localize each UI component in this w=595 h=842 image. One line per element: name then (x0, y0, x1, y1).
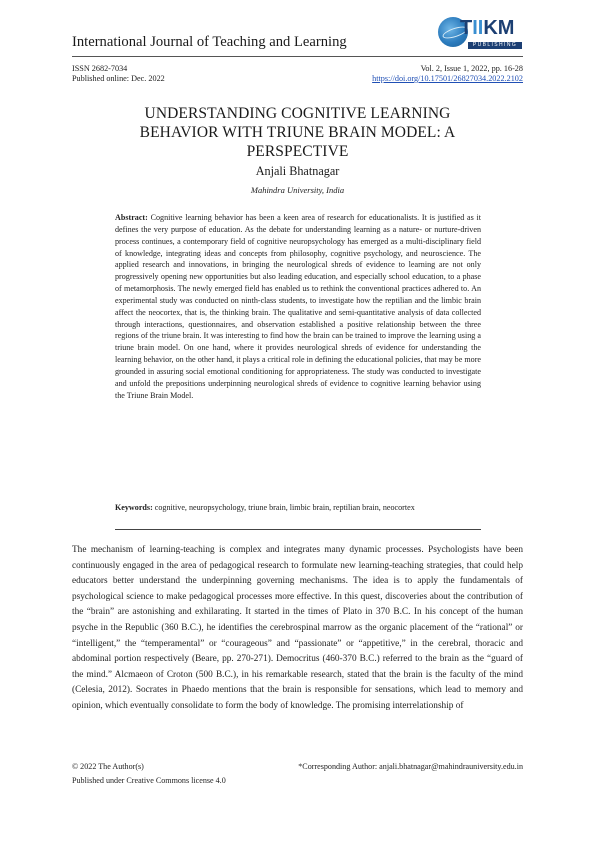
author-name: Anjali Bhatnagar (255, 164, 340, 178)
keywords-label: Keywords: (115, 503, 153, 512)
author-affiliation: Mahindra University, India (250, 185, 345, 195)
published-date: Published online: Dec. 2022 (72, 74, 165, 83)
doi-link[interactable]: https://doi.org/10.17501/26827034.2022.2102 (372, 74, 523, 83)
journal-name: International Journal of Teaching and Learning (72, 34, 347, 50)
body-paragraph: The mechanism of learning-teaching is complex and integrates many dynamic processes. Psychologists have been continuously engaged in the area of pedagogical research to formulate new learning-teaching strategies, that could help educators better understand the underpinning governing mechanisms. The idea is to apply the fundamentals of psychological science to make pedagogical processes more effective. In this quest, discoveries about the contribution of the “brain” are astonishing and exhilarating. It started in the times of Plato in 370 B.C. In his concept of the human psyche in the Republic (360 B.C.), he identifies the cerebrospinal marrow as the organic placement of the “rational” or “intelligent,” the “temperamental” or “courageous” and “passionate” or “appetitive,” in the cerebral, thoracic and abdominal portion respectively (Beare, pp. 270-271). Democritus (460-370 B.C.) referred to the brain as the “guard of the mind.” Alcmaeon of Croton (500 B.C.), in his remarkable research, stated that the brain is the faculty of the mind (Celesia, 2012). Socrates in Phaedo mentions that the brain is responsible for sensations, which lead to memory and opinion, which eventually consolidate to form the body of knowledge. The promising interrelationship of (72, 545, 523, 711)
abstract-text: Cognitive learning behavior has been a keen area of research for educationalists. It is justified as it defines the very purpose of education. As the debate for understanding learning as a nature- or nurture-driven process continues, a contemporary field of cognitive neuropsychology has emerged as a multi-disciplinary field of knowledge, integrating ideas and concepts from philosophy, cognitive psychology, and neuroscience. The applied research and innovations, in bringing the neurological shreds of evidence to learning are not only progressively opening new opportunities but also leading education, and especially school education, to a phase of metamorphosis. The newly emerged field has enabled us to rethink the conventional practices adhered to. An experimental study was conducted on ninth-class students, to investigate how the reptilian and the limbic brain affect the neocortex, that is, the thinking brain. The qualitative and semi-quantitative analysis of data collected through interactions, questionnaires, and observation established a positive relationship between the three regions of the triune brain. It was interesting to find how the brain can be trained to improve the learning using a triune brain model. On one hand, where it provides neurological shreds of evidence for understanding the learning behavior, on the other hand, it plays a critical role in defining the educational policies, that may be more grounded in assuring social emotional conditioning for appropriateness. The study was conducted to investigate and unfold the prepositions underpinning neurological shreds of evidence to cognitive learning behavior using the Triune Brain Model. (115, 213, 481, 400)
license-notice: Published under Creative Commons license 4.0 (72, 776, 226, 785)
footer-left (72, 760, 226, 788)
title-line: PERSPECTIVE (246, 143, 349, 160)
title-line: BEHAVIOR WITH TRIUNE BRAIN MODEL: A (139, 124, 456, 141)
copyright-notice: © 2022 The Author(s) (72, 762, 144, 771)
header-divider (72, 56, 523, 57)
issn: ISSN 2682-7034 (72, 64, 128, 73)
volume-info: Vol. 2, Issue 1, 2022, pp. 16-28 (420, 64, 523, 73)
article-title (100, 104, 495, 161)
corresponding-author: *Corresponding Author: anjali.bhatnagar@mahindrauniversity.edu.in (298, 762, 523, 771)
logo-subtext: PUBLISHING (468, 42, 522, 49)
publisher-logo (438, 16, 524, 50)
abstract (115, 212, 481, 402)
publication-meta-right (372, 64, 523, 84)
keywords (115, 502, 481, 514)
title-line: UNDERSTANDING COGNITIVE LEARNING (144, 105, 451, 122)
keywords-divider (115, 529, 481, 530)
logo-wordmark: TIIKM (460, 17, 515, 39)
abstract-label: Abstract: (115, 213, 148, 222)
footer-right (298, 760, 523, 774)
publication-meta-left (72, 64, 165, 84)
keywords-text: cognitive, neuropsychology, triune brain, limbic brain, reptilian brain, neocortex (152, 503, 415, 512)
